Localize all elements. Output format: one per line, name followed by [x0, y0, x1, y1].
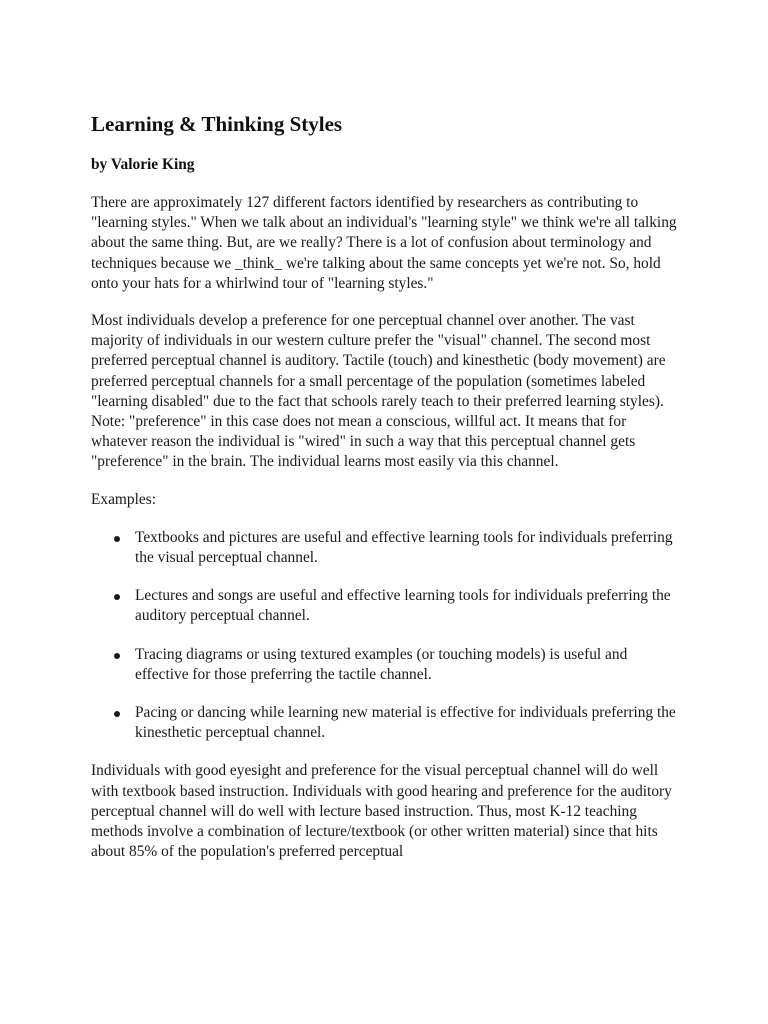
document-page — [91, 110, 681, 862]
bullet-icon — [114, 653, 120, 659]
bullet-icon — [114, 594, 120, 600]
bullet-icon — [114, 536, 120, 542]
perceptual-channel-paragraph: Most individuals develop a preference for one perceptual channel over another. The vast majority of individuals in our western culture prefer the "visual" channel. The second most preferred perceptual channel is auditory. Tactile (touch) and kinesthetic (body movement) are preferred perceptual channels for a small percentage of the population (sometimes labeled "learning disabled" due to the fact that schools rarely teach to their preferred learning styles). Note: "preference" in this case does not mean a conscious, willful act. It means that for whatever reason the individual is "wired" in such a way that this perceptual channel gets "preference" in the brain. The individual learns most easily via this channel. — [91, 312, 666, 471]
document-title: Learning & Thinking Styles — [91, 112, 343, 136]
examples-list — [91, 528, 681, 744]
list-item-text: Textbooks and pictures are useful and effective learning tools for individuals preferring the visual perceptual channel. — [135, 528, 673, 567]
examples-label: Examples: — [91, 490, 156, 508]
intro-paragraph: There are approximately 127 different factors identified by researchers as contributing to "learning styles." When we talk about an individual's "learning style" we think we're all talking about the same thing. But, are we really? There is a lot of confusion about terminology and techniques because we _think_ we're talking about the same concepts yet we're not. So, hold onto your hats for a whirlwind tour of "learning styles." — [91, 194, 677, 292]
list-item-text: Lectures and songs are useful and effective learning tools for individuals preferring the auditory perceptual channel. — [135, 587, 671, 625]
list-item — [135, 528, 681, 568]
list-item — [135, 703, 681, 743]
closing-paragraph: Individuals with good eyesight and preference for the visual perceptual channel will do well with textbook based instruction. Individuals with good hearing and preference for the auditory perceptual channel will do well with lecture based instruction. Thus, most K-12 teaching methods involve a combination of lecture/textbook (or other written material) since that hits about 85% of the population's preferred perceptual — [91, 762, 672, 861]
author-byline: by Valorie King — [91, 156, 195, 173]
list-item-text: Pacing or dancing while learning new material is effective for individuals preferring the kinesthetic perceptual channel. — [135, 704, 676, 742]
list-item — [135, 645, 681, 685]
list-item — [135, 586, 681, 626]
bullet-icon — [114, 711, 120, 717]
list-item-text: Tracing diagrams or using textured examples (or touching models) is useful and effective for those preferring the tactile channel. — [135, 645, 628, 683]
